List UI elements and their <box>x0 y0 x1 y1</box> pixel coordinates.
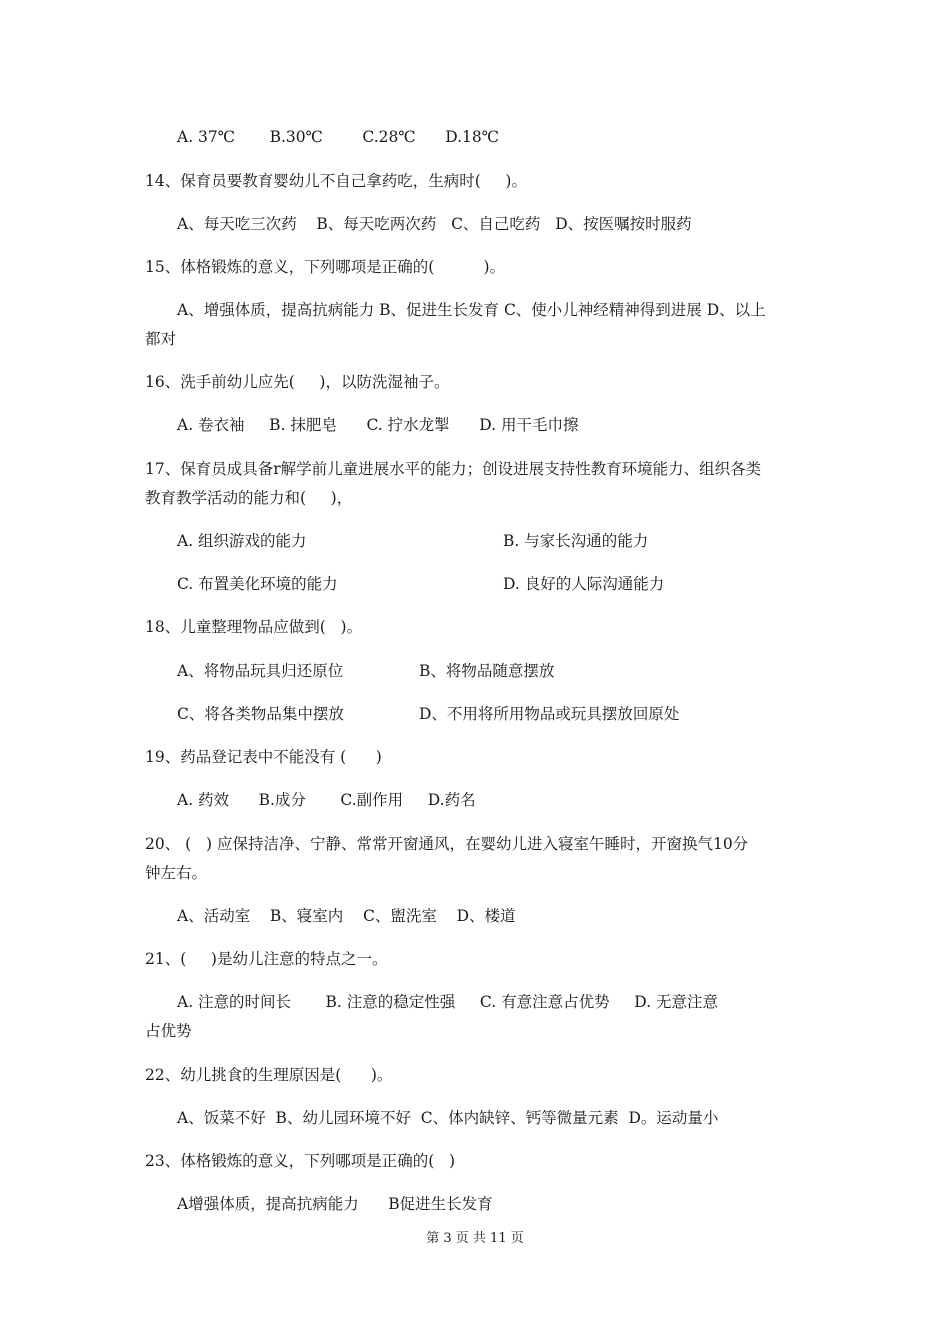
q17-option-b: B. 与家长沟通的能力 <box>503 532 649 550</box>
q13-options: A. 37℃ B.30℃ C.28℃ D.18℃ <box>177 128 500 146</box>
page-footer: 第 3 页 共 11 页 <box>426 1231 524 1246</box>
question-17-cont: 教育教学活动的能力和( )， <box>145 489 353 507</box>
question-15: 15、体格锻炼的意义，下列哪项是正确的( )。 <box>145 258 506 276</box>
q15-options: A、增强体质，提高抗病能力 B、促进生长发育 C、使小儿神经精神得到进展 D、以上 <box>177 301 766 319</box>
q22-options: A、饭菜不好 B、幼儿园环境不好 C、体内缺锌、钙等微量元素 D。运动量小 <box>177 1109 719 1127</box>
question-20-cont: 钟左右。 <box>145 864 208 882</box>
q21-options-cont: 占优势 <box>145 1022 192 1040</box>
question-16: 16、洗手前幼儿应先( )，以防洗湿袖子。 <box>145 373 450 391</box>
q20-options: A、活动室 B、寝室内 C、盥洗室 D、楼道 <box>177 907 516 925</box>
question-19: 19、药品登记表中不能没有 ( ) <box>145 748 382 766</box>
q17-option-d: D. 良好的人际沟通能力 <box>503 575 665 593</box>
q21-options: A. 注意的时间长 B. 注意的稳定性强 C. 有意注意占优势 D. 无意注意 <box>177 993 718 1011</box>
q17-option-a: A. 组织游戏的能力 <box>177 532 307 550</box>
q16-options: A. 卷衣袖 B. 抹肥皂 C. 拧水龙掣 D. 用干毛巾擦 <box>177 416 579 434</box>
question-20: 20、 ( ) 应保持洁净、宁静、常常开窗通风，在婴幼儿进入寝室午睡时，开窗换气10分 <box>145 835 749 853</box>
q18-option-d: D、不用将所用物品或玩具摆放回原处 <box>419 705 680 723</box>
q23-options: A增强体质，提高抗病能力 B促进生长发育 <box>177 1195 493 1213</box>
question-14: 14、保育员要教育婴幼儿不自己拿药吃，生病时( )。 <box>145 172 527 190</box>
q18-option-a: A、将物品玩具归还原位 <box>177 662 344 680</box>
q14-options: A、每天吃三次药 B、每天吃两次药 C、自己吃药 D、按医嘱按时服药 <box>177 215 692 233</box>
q15-options-cont: 都对 <box>145 330 177 348</box>
question-21: 21、( )是幼儿注意的特点之一。 <box>145 950 388 968</box>
q17-option-c: C. 布置美化环境的能力 <box>177 575 338 593</box>
q18-option-b: B、将物品随意摆放 <box>419 662 555 680</box>
question-22: 22、幼儿挑食的生理原因是( )。 <box>145 1066 393 1084</box>
q18-option-c: C、将各类物品集中摆放 <box>177 705 344 723</box>
question-18: 18、儿童整理物品应做到( )。 <box>145 618 363 636</box>
q19-options: A. 药效 B.成分 C.副作用 D.药名 <box>177 791 476 809</box>
question-17: 17、保育员成具备r解学前儿童进展水平的能力；创设进展支持性教育环境能力、组织各类 <box>145 460 762 478</box>
question-23: 23、体格锻炼的意义，下列哪项是正确的( ) <box>145 1152 456 1170</box>
